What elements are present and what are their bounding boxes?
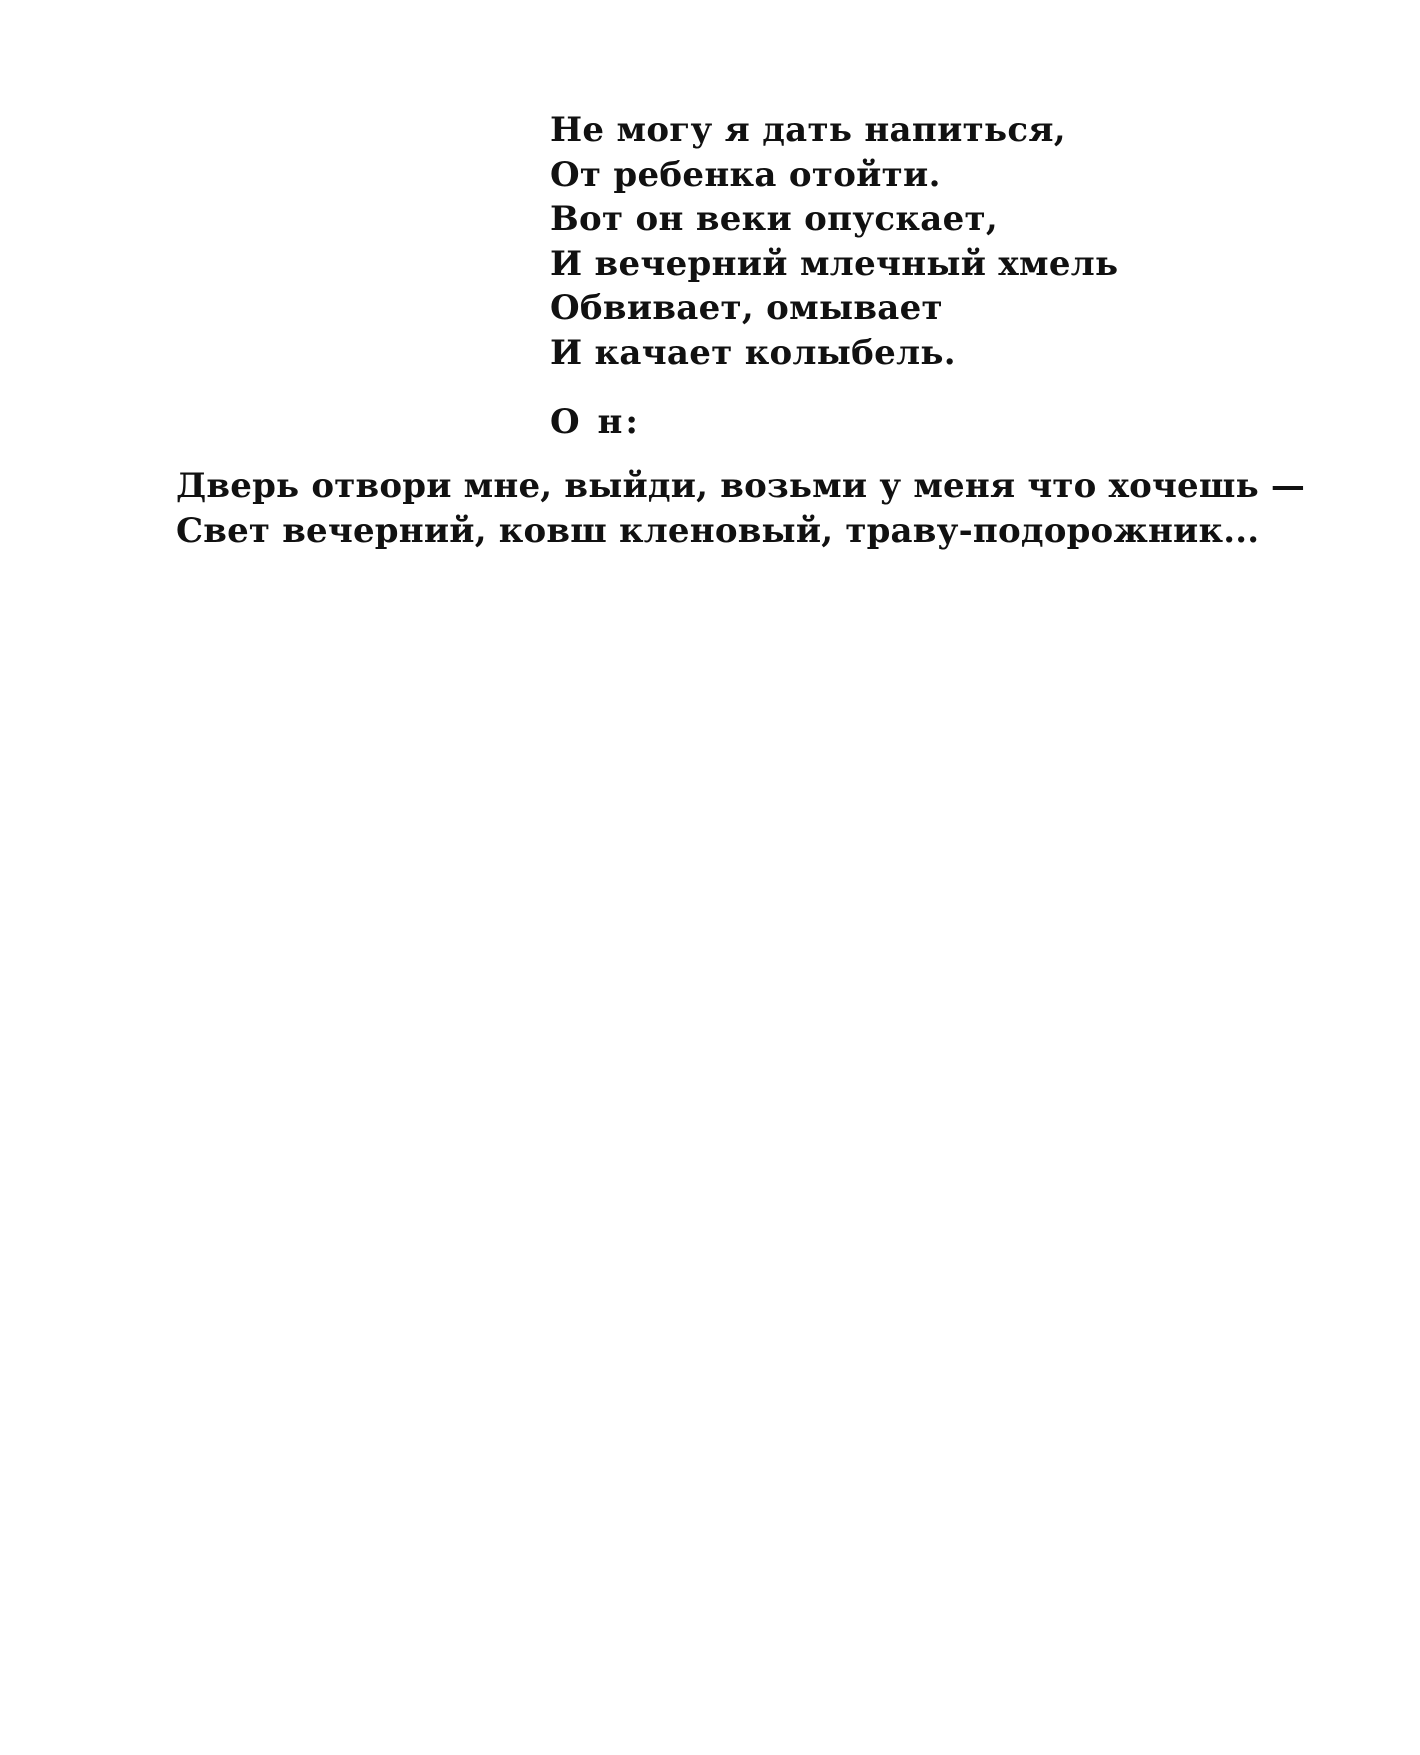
poem-stanza (550, 108, 1118, 376)
stanza-line: Обвивает, омывает (550, 288, 943, 329)
stanza-line: И качает колыбель. (550, 332, 956, 373)
speaker-lines (176, 464, 1305, 554)
speaker-line: Дверь отвори мне, выйди, возьми у меня что хочешь — (176, 466, 1306, 506)
stanza-line: Вот он веки опускает, (550, 199, 999, 240)
stanza-line: От ребенка отойти. (550, 154, 941, 195)
speaker-label: О н: (550, 402, 641, 442)
speaker-line: Свет вечерний, ковш кленовый, траву-подорожник... (176, 511, 1260, 551)
stanza-line: И вечерний млечный хмель (550, 243, 1119, 284)
stanza-line: Не могу я дать напиться, (550, 110, 1066, 150)
